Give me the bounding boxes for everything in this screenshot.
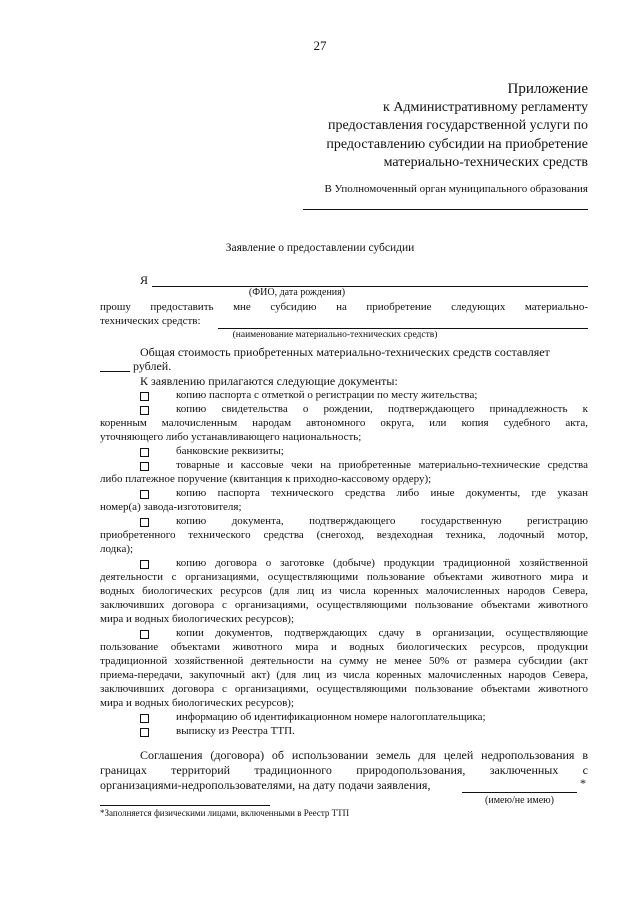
checkbox[interactable] [140, 462, 149, 471]
cost-line: Общая стоимость приобретенных материально-технических средств составляет [140, 345, 550, 359]
document-line: деятельности с организациями, осуществляющими пользование объектами животного мира и [100, 571, 588, 583]
cost-amount-blank[interactable] [100, 371, 130, 372]
recipient-blank[interactable] [303, 209, 588, 210]
agreements-caption: (имею/не имею) [485, 795, 554, 806]
document-line: копию документа, подтверждающего государственную регистрацию [176, 515, 588, 527]
checkbox[interactable] [140, 630, 149, 639]
appendix-line: предоставлению субсидии на приобретение [326, 136, 588, 152]
equipment-caption: (наименование материально-технических средств) [232, 330, 438, 340]
footnote: *Заполняется физическими лицами, включенными в Реестр ТТП [100, 808, 350, 818]
document-line: номер(а) завода-изготовителя; [100, 501, 242, 513]
agreements-blank[interactable] [462, 792, 577, 793]
document-line: уточняющего либо устанавливающего национальность; [100, 431, 362, 443]
checkbox[interactable] [140, 728, 149, 737]
checkbox[interactable] [140, 448, 149, 457]
checkbox[interactable] [140, 392, 149, 401]
equipment-name-blank[interactable] [218, 328, 588, 329]
document-line: копию паспорта с отметкой о регистрации по месту жительства; [176, 389, 478, 401]
agreements-line: границах территорий традиционного природопользования, заключенных с [100, 763, 588, 777]
recipient-line: В Уполномоченный орган муниципального образования [324, 183, 588, 195]
footnote-separator [100, 805, 270, 806]
document-line: коренным малочисленным народам автономного округа, или копия судебного акта, [100, 417, 588, 429]
document-line: выписку из Реестра ТТП. [176, 725, 295, 737]
appendix-line: к Административному регламенту [383, 99, 588, 115]
document-line: копию свидетельства о рождении, подтверждающего принадлежность к [176, 403, 588, 415]
appendix-line: Приложение [507, 81, 588, 97]
document-line: копию паспорта технического средства либо иные документы, где указан [176, 487, 588, 499]
document-line: либо платежное поручение (квитанция к приходно-кассовому ордеру); [100, 473, 432, 485]
document-line: копии документов, подтверждающих сдачу в организации, осуществляющие [176, 627, 588, 639]
document-line: приобретенного технического средства (снегоход, вездеходная техника, лодочный мотор, [100, 529, 588, 541]
document-line: традиционной хозяйственной деятельности на сумму не менее 50% от размера субсидии (акт [100, 655, 588, 667]
request-line: прошу предоставить мне субсидию на приобретение следующих материально- [100, 301, 588, 313]
footnote-mark: * [580, 776, 586, 790]
applicant-prefix: Я [140, 273, 149, 287]
page-number: 27 [313, 38, 327, 53]
checkbox[interactable] [140, 714, 149, 723]
applicant-caption: (ФИО, дата рождения) [248, 287, 346, 298]
document-line: заключивших договора с организациями, осуществляющими пользование объектами животного [100, 683, 588, 695]
request-line: технических средств: [100, 315, 201, 327]
document-line: лодка); [100, 543, 134, 555]
agreements-line: организациями-недропользователями, на дату подачи заявления, [100, 778, 431, 792]
appendix-header [326, 80, 588, 173]
document-line: банковские реквизиты; [176, 445, 284, 457]
document-line: водных биологических ресурсов (для лиц из числа коренных малочисленных народов Севера, [100, 585, 588, 597]
appendix-line: материально-технических средств [383, 155, 588, 170]
document-line: приема-передачи, закупочный акт) (для лиц из числа коренных малочисленных народов Севера, [100, 669, 588, 681]
cost-currency: рублей. [133, 359, 172, 373]
document-line: мира и водных биологических ресурсов); [100, 613, 295, 625]
statement-title: Заявление о предоставлении субсидии [225, 242, 415, 254]
checkbox[interactable] [140, 490, 149, 499]
agreements-line: Соглашения (договора) об использовании земель для целей недропользования в [140, 748, 588, 762]
checkbox[interactable] [140, 560, 149, 569]
checkbox[interactable] [140, 406, 149, 415]
document-line: мира и водных биологических ресурсов); [100, 697, 295, 709]
appendix-line: предоставления государственной услуги по [328, 118, 588, 133]
document-line: товарные и кассовые чеки на приобретенные материально-технические средства [176, 459, 588, 471]
attached-header: К заявлению прилагаются следующие документы: [140, 374, 398, 388]
document-line: копию договора о заготовке (добыче) продукции традиционной хозяйственной [176, 557, 588, 569]
document-line: информацию об идентификационном номере налогоплательщика; [176, 711, 486, 723]
document-line: заключивших договора с организациями, осуществляющими пользование объектами животного [100, 599, 588, 611]
checkbox[interactable] [140, 518, 149, 527]
document-line: пользование объектами животного мира и водных биологических ресурсов, продукции [100, 641, 588, 653]
